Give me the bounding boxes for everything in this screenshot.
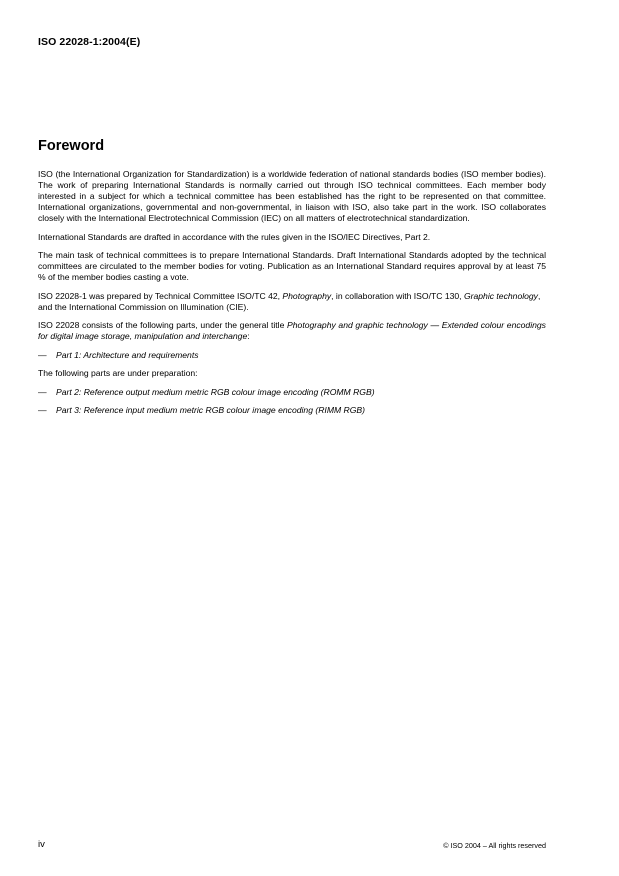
parts-intro-text: ISO 22028 consists of the following parts, under the general title	[38, 320, 288, 330]
preparation-text-e: , and the International Commission on Illumination (CIE).	[38, 290, 541, 312]
general-title: Photography and graphic technology — Extended colour encodings for digital image storage, manipulation and interchange	[38, 320, 546, 341]
paragraph-parts-intro	[38, 320, 546, 342]
committee-title-photography: Photography	[282, 290, 332, 301]
list-dash: —	[38, 386, 47, 397]
copyright-notice: © ISO 2004 – All rights reserved	[443, 841, 546, 850]
list-item	[38, 387, 546, 398]
list-dash: —	[38, 349, 47, 360]
list-dash: —	[38, 405, 47, 415]
paragraph-iso-overview: ISO (the International Organization for Standardization) is a worldwide federation of national standards bodies (ISO member bodies). The work of preparing International Standards is normally carried out through ISO technical committees. Each member body interested in a subject for which a technical committee has been established has the right to be represented on that committee. International organizations, governmental and non-governmental, in liaison with ISO, also take part in the work. ISO collaborates closely with the International Electrotechnical Commission (IEC) on all matters of electrotechnical standardization.	[38, 169, 546, 223]
preparation-text-c: , in collaboration with ISO/TC 130,	[331, 290, 464, 301]
list-item	[38, 405, 546, 416]
page-number: iv	[38, 839, 45, 850]
part-3-title: Part 3: Reference input medium metric RGB colour image encoding (RIMM RGB)	[56, 405, 366, 415]
page-title: Foreword	[38, 138, 105, 154]
preparation-text-a: ISO 22028-1 was prepared by Technical Committee ISO/TC 42,	[38, 290, 283, 301]
paragraph-under-preparation: The following parts are under preparation:	[38, 368, 198, 378]
paragraph-directives: International Standards are drafted in accordance with the rules given in the ISO/IEC Directives, Part 2.	[38, 231, 431, 242]
part-2-title: Part 2: Reference output medium metric RGB colour image encoding (ROMM RGB)	[56, 386, 375, 397]
list-item	[38, 350, 546, 361]
document-identifier: ISO 22028-1:2004(E)	[38, 36, 141, 48]
foreword-body	[38, 169, 546, 424]
parts-intro-colon: :	[247, 331, 250, 341]
part-1-title: Part 1: Architecture and requirements	[56, 349, 199, 360]
paragraph-technical-committees: The main task of technical committees is to prepare International Standards. Draft International Standards adopted by the technical committees are circulated to the member bodies for voting. Publication as an International Standard requires approval by at least 75 % of the member bodies casting a vote.	[38, 250, 546, 282]
paragraph-preparation	[38, 291, 546, 313]
committee-title-graphic-technology: Graphic technology	[463, 290, 538, 301]
